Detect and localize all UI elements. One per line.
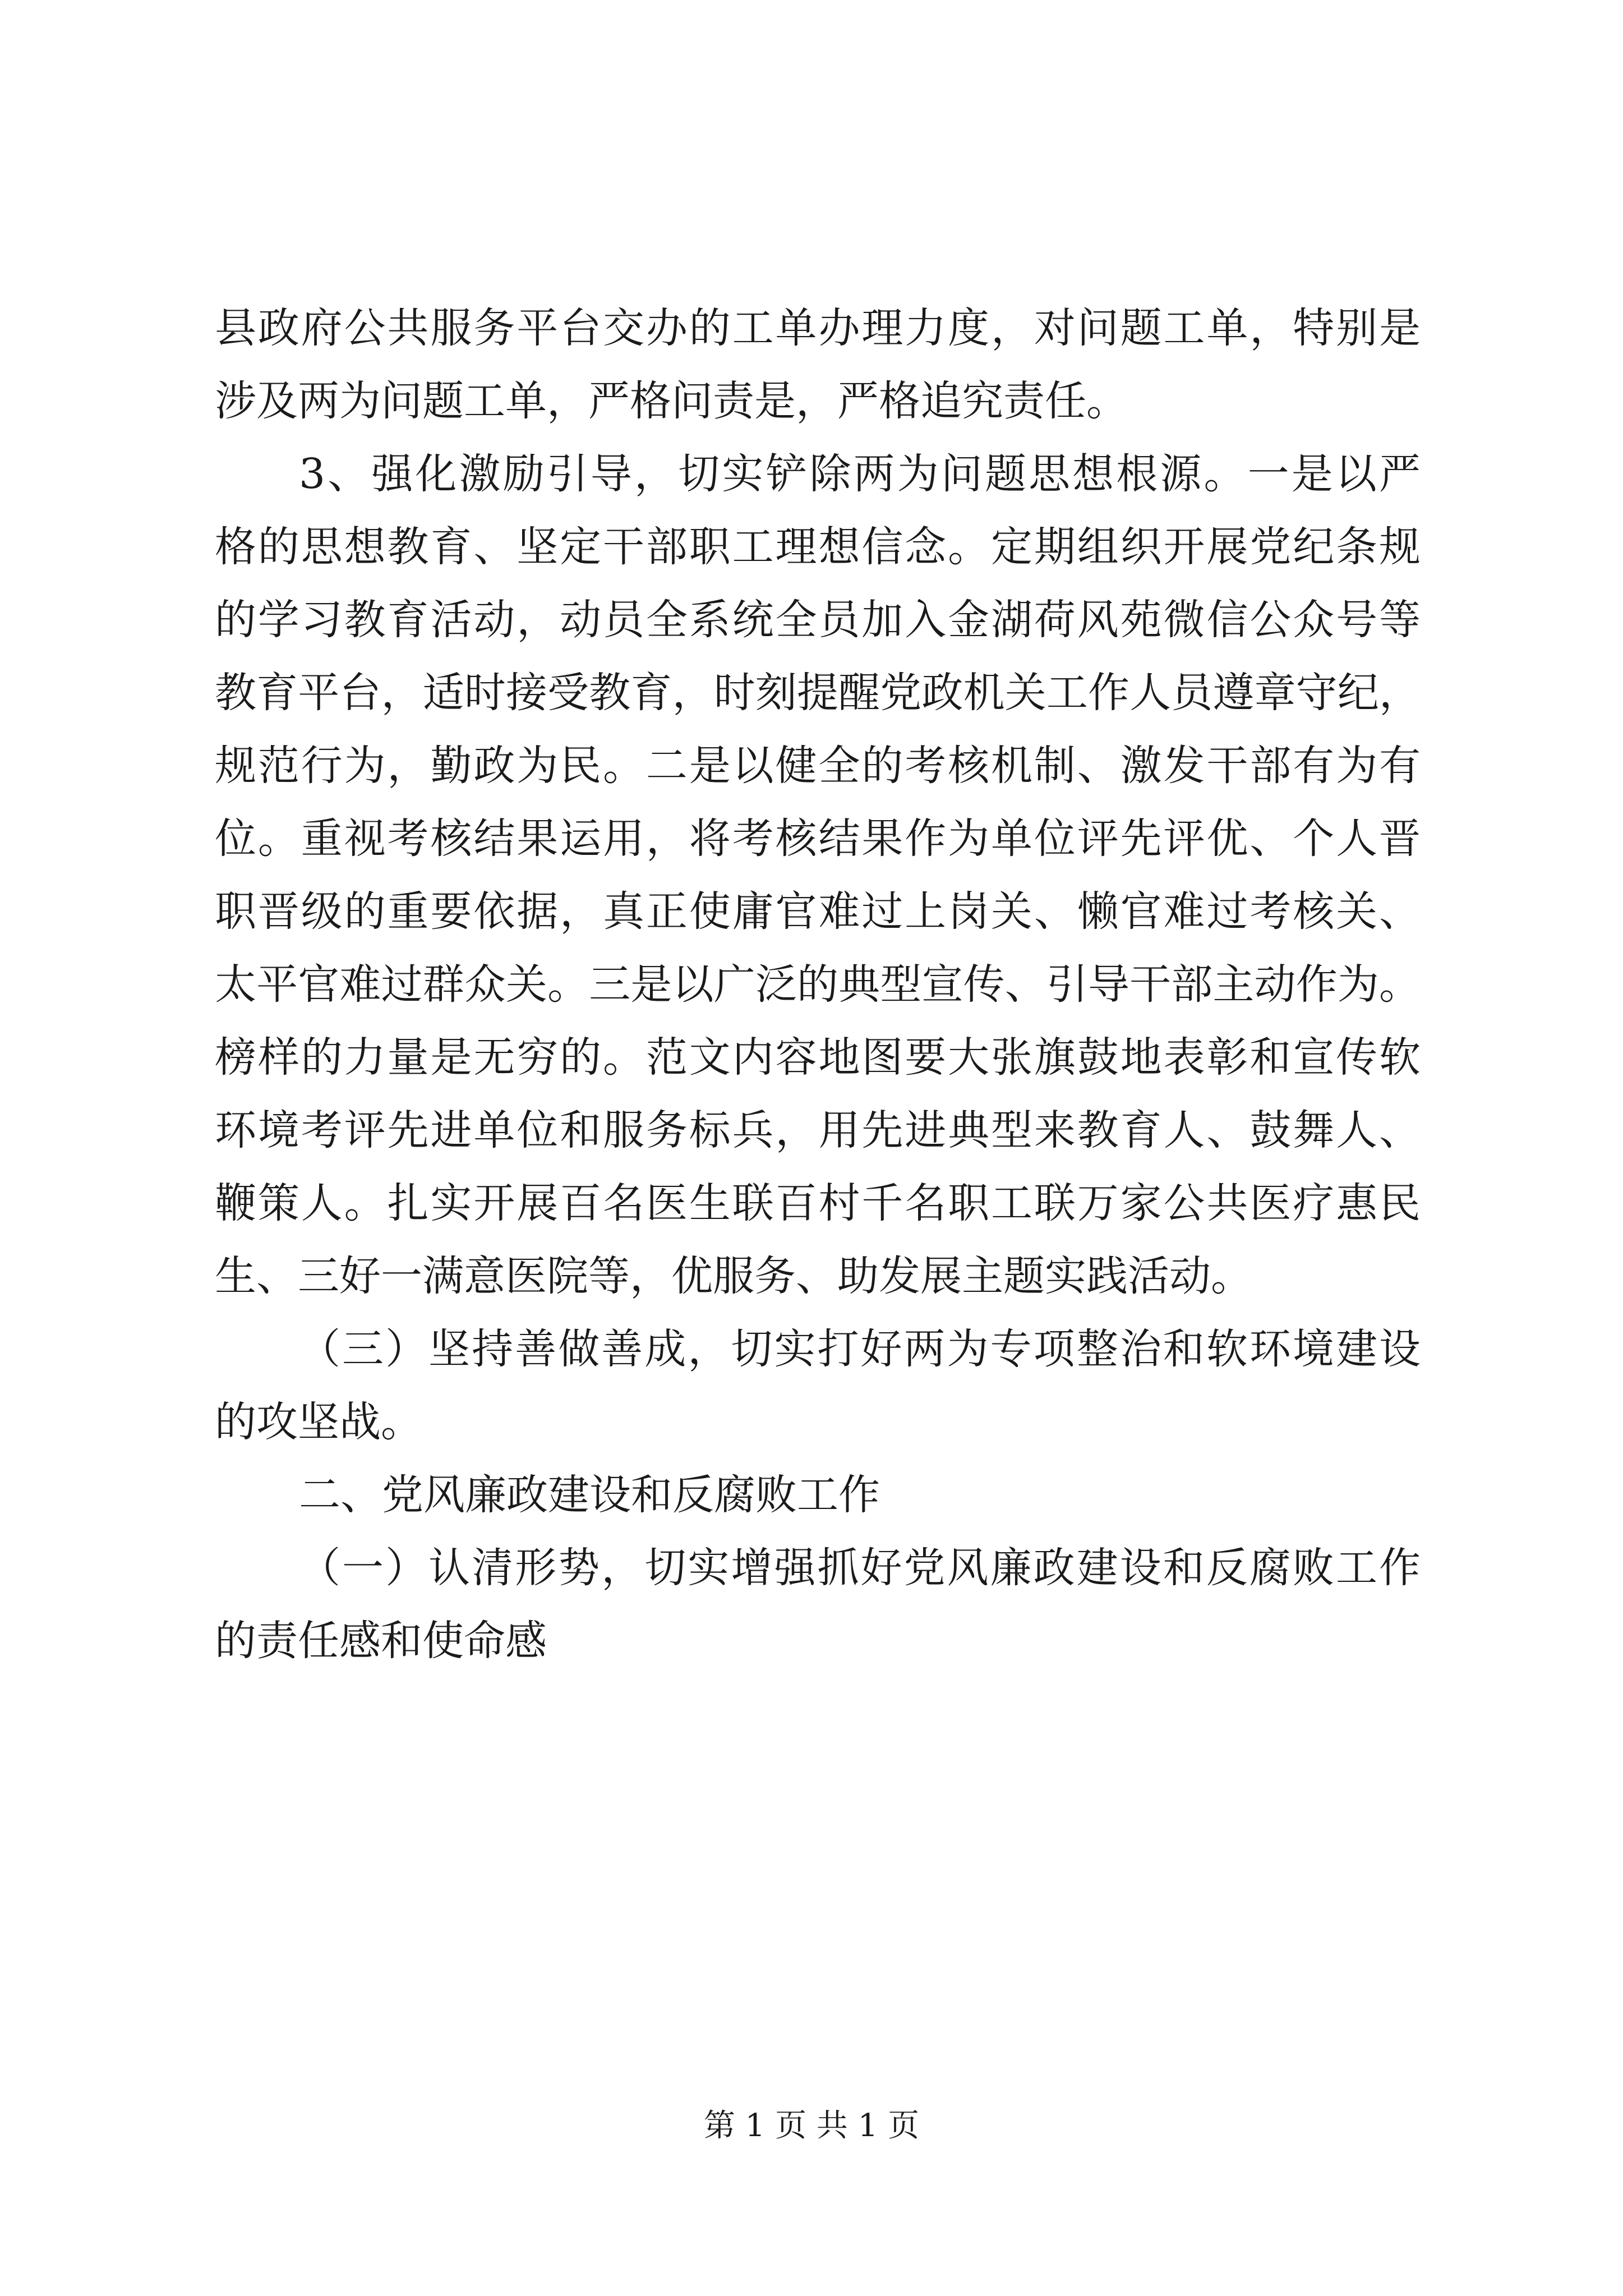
document-body: [215, 292, 1421, 1677]
text-line: 环境考评先进单位和服务标兵，用先进典型来教育人、鼓舞人、: [215, 1106, 1421, 1154]
text-line: 教育平台，适时接受教育，时刻提醒党政机关工作人员遵章守纪，: [215, 669, 1421, 717]
text-line: 县政府公共服务平台交办的工单办理力度，对问题工单，特别是: [215, 304, 1421, 352]
text-line: 3、强化激励引导，切实铲除两为问题思想根源。一是以严: [299, 450, 1421, 498]
text-line: （三）坚持善做善成，切实打好两为专项整治和软环境建设: [299, 1325, 1421, 1373]
text-line: 榜样的力量是无穷的。范文内容地图要大张旗鼓地表彰和宣传软: [215, 1033, 1421, 1082]
text-line: 的攻坚战。: [215, 1398, 422, 1446]
text-line: 太平官难过群众关。三是以广泛的典型宣传、引导干部主动作为。: [215, 960, 1421, 1009]
text-line: 生、三好一满意医院等，优服务、助发展主题实践活动。: [215, 1252, 1252, 1300]
text-line: 的责任感和使命感: [215, 1617, 547, 1665]
page-number-label: 第 1 页 共 1 页: [703, 2108, 920, 2144]
text-line: 的学习教育活动，动员全系统全员加入金湖荷风苑微信公众号等: [215, 596, 1421, 644]
text-line: 涉及两为问题工单，严格问责是，严格追究责任。: [215, 377, 1128, 425]
page-footer: [0, 2104, 1623, 2148]
text-line: 规范行为，勤政为民。二是以健全的考核机制、激发干部有为有: [215, 742, 1421, 790]
text-line: 位。重视考核结果运用，将考核结果作为单位评先评优、个人晋: [215, 815, 1421, 863]
section-heading: 二、党风廉政建设和反腐败工作: [299, 1471, 880, 1519]
text-line: （一）认清形势，切实增强抓好党风廉政建设和反腐败工作: [299, 1544, 1421, 1592]
text-line: 鞭策人。扎实开展百名医生联百村千名职工联万家公共医疗惠民: [215, 1179, 1421, 1227]
text-line: 格的思想教育、坚定干部职工理想信念。定期组织开展党纪条规: [215, 523, 1421, 571]
text-line: 职晋级的重要依据，真正使庸官难过上岗关、懒官难过考核关、: [215, 887, 1421, 936]
